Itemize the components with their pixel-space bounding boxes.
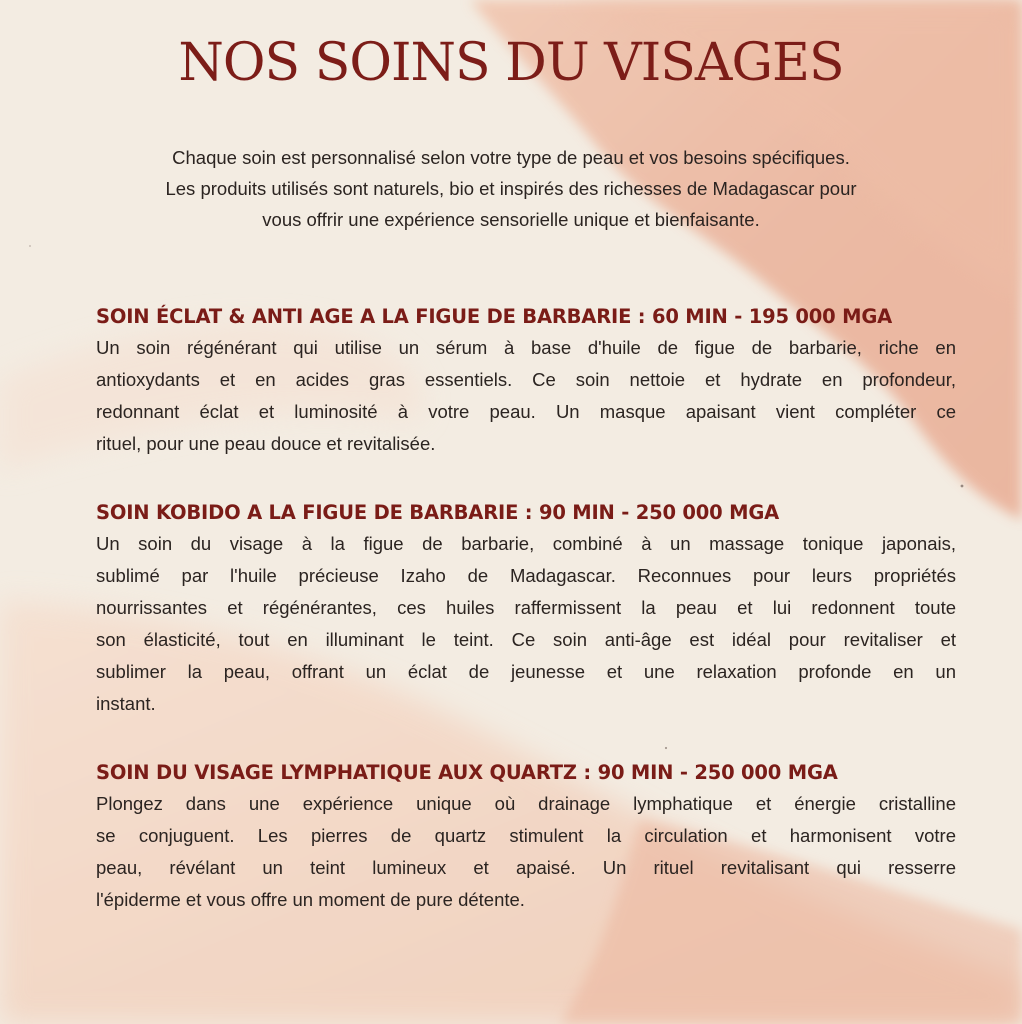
treatment-description [96, 332, 956, 460]
intro-line: vous offrir une expérience sensorielle unique et bienfaisante. [262, 209, 760, 230]
description-line: sublimé par l'huile précieuse Izaho de Madagascar. Reconnues pour leurs propriétés [96, 565, 956, 586]
treatment-description [96, 528, 956, 720]
description-line: antioxydants et en acides gras essentiels. Ce soin nettoie et hydrate en profondeur, [96, 369, 956, 390]
description-line: Un soin régénérant qui utilise un sérum à base d'huile de figue de barbarie, riche en [96, 337, 956, 358]
page-title: NOS SOINS DU VISAGES [178, 33, 844, 93]
description-line: Un soin du visage à la figue de barbarie, combiné à un massage tonique japonais, [96, 533, 956, 554]
description-line: instant. [96, 693, 156, 714]
description-line: nourrissantes et régénérantes, ces huiles raffermissent la peau et lui redonnent toute [96, 597, 956, 618]
treatment-heading: SOIN KOBIDO A LA FIGUE DE BARBARIE : 90 MIN - 250 000 MGA [96, 501, 780, 524]
description-line: redonnant éclat et luminosité à votre peau. Un masque apaisant vient compléter ce [96, 401, 956, 422]
treatment-kobido [96, 498, 956, 720]
description-line: sublimer la peau, offrant un éclat de jeunesse et une relaxation profonde en un [96, 661, 956, 682]
treatment-heading: SOIN DU VISAGE LYMPHATIQUE AUX QUARTZ : 90 MIN - 250 000 MGA [96, 761, 838, 784]
description-line: rituel, pour une peau douce et revitalisée. [96, 433, 436, 454]
treatment-lymphatique-quartz [96, 758, 956, 916]
description-line: peau, révélant un teint lumineux et apaisé. Un rituel revitalisant qui resserre [96, 857, 956, 878]
intro-paragraph [90, 142, 932, 235]
intro-line: Chaque soin est personnalisé selon votre type de peau et vos besoins spécifiques. [172, 147, 850, 168]
treatment-eclat-anti-age [96, 302, 956, 460]
description-line: son élasticité, tout en illuminant le teint. Ce soin anti-âge est idéal pour revitaliser et [96, 629, 956, 650]
description-line: se conjuguent. Les pierres de quartz stimulent la circulation et harmonisent votre [96, 825, 956, 846]
description-line: Plongez dans une expérience unique où drainage lymphatique et énergie cristalline [96, 793, 956, 814]
intro-line: Les produits utilisés sont naturels, bio et inspirés des richesses de Madagascar pour [165, 178, 857, 199]
treatment-heading: SOIN ÉCLAT & ANTI AGE A LA FIGUE DE BARBARIE : 60 MIN - 195 000 MGA [96, 305, 893, 328]
description-line: l'épiderme et vous offre un moment de pure détente. [96, 889, 525, 910]
treatment-description [96, 788, 956, 916]
